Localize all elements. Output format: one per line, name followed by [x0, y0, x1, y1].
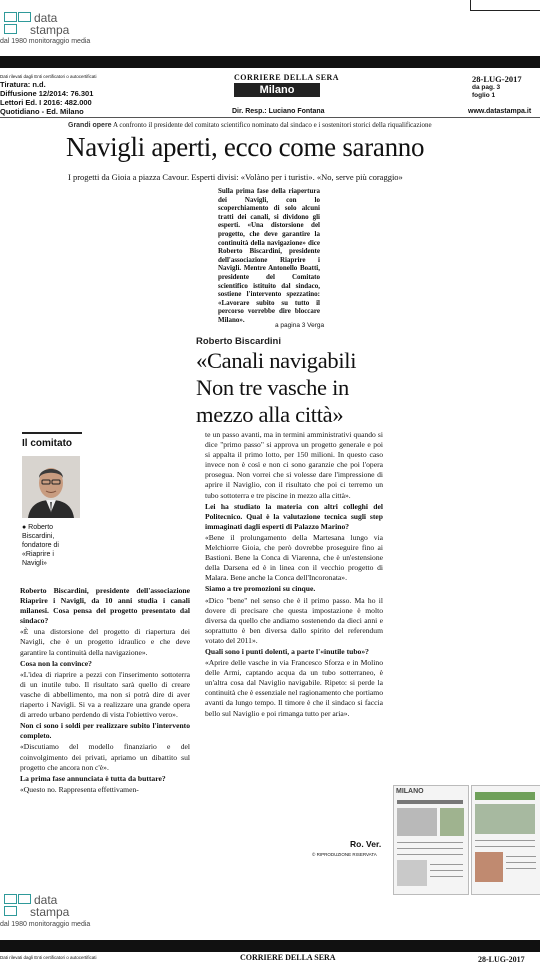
next-page-date: 28-LUG-2017	[478, 955, 525, 964]
director: Dir. Resp.: Luciano Fontana	[232, 108, 325, 115]
subhead: I progetti da Gioia a piazza Cavour. Esperti divisi: «Volàno per i turisti». «No, serve più coraggio»	[68, 172, 403, 182]
date-block	[472, 74, 540, 100]
logo-square-icon	[4, 24, 17, 34]
sidebar-top-rule	[22, 432, 82, 434]
lead-paragraph: Sulla prima fase della riapertura dei Navigli, con lo scoperchiamento di solo alcuni tratti dei canali, si dividono gli esperti. «Una distorsione del progetto, che deve garantire la continuità della navigazione» dice Roberto Biscardini, presidente dell'associazione Riaprire i Navigli. Mentre Antonello Boatti, presidente del Comitato scientifico istituito dal sindaco, sostiene l'intervento spezzatino: «Lavorare subito su tutto il percorso vorrebbe dire bloccare Milano».	[218, 187, 320, 324]
interview-column-1	[20, 586, 190, 848]
interview-column-2	[205, 430, 383, 838]
interview-question: Quali sono i punti dolenti, a parte l'«inutile tubo»?	[205, 646, 369, 656]
interview-question: La prima fase annunciata è tutta da buttare?	[20, 773, 166, 783]
logo-word-data: data	[34, 11, 58, 25]
kicker-label: Grandi opere	[68, 122, 112, 129]
sheet-ref: foglio 1	[472, 92, 496, 99]
interview-answer: «Aprire delle vasche in via Francesco Sforza e in Molino delle Armi, captando acqua da un tubo sotterraneo, è un'altra cosa dal Naviglio navigabile. Ripeto: si perde la continuità che è essenziale nel ragionamento che portiamo avanti da lungo tempo. Il timore è che il sindaco si faccia bello sul Naviglio e poi rimanga tutto per aria».	[205, 658, 383, 718]
photo-caption: ● Roberto Biscardini, fondatore di «Riaprire i Navigli»	[22, 524, 59, 567]
interview-question: Siamo a tre promozioni su cinque.	[205, 584, 316, 594]
interview-answer: «L'idea di riaprire a pezzi con l'inserimento sottoterra di un inutile tubo. Il risultato sarà quello di creare vasche di abbellimento, ma non si potrà dire di aver riaperto i Navigli. Si va a realizzare una grande opera di arredo urbano perdendo di vista l'obiettivo vero».	[20, 669, 190, 720]
diffusione: Diffusione 12/2014: 76.301	[0, 89, 94, 98]
quotidiano: Quotidiano - Ed. Milano	[0, 107, 84, 116]
lead-reference: a pagina 3 Verga	[275, 322, 325, 329]
thumbnail-label: MILANO	[396, 788, 424, 795]
page-thumbnail-1	[393, 785, 469, 895]
datastampa-logo-top	[0, 0, 110, 50]
kicker-text: A confronto il presidente del comitato scientifico nominato dal sindaco e i sostenitori storici della riqualificazione	[112, 121, 432, 129]
interview-answer: «Bene il prolungamento della Martesana lungo via Melchiorre Gioia, che però dovrebbe proseguire fino ai Bastioni. Bene la Conca di Viarenna, che è un'estensione della Darsena ed è in linea con il vecchio progetto di Malara. Bene anche la Conca dell'Incoronata».	[205, 532, 383, 583]
disclaimer: Dati rilevati dagli Enti certificatori o autocertificati	[0, 74, 97, 79]
edition-label: Milano	[234, 83, 320, 97]
interview-answer: «Dico "bene" nel senso che è il primo passo. Ma ho il dovere di precisare che questa impostazione è molto diversa da quello che andiamo sostenendo da dieci anni e soprattutto è ben diversa dallo spirito del referendum votato del 2011».	[205, 595, 383, 645]
logo-square-icon	[4, 906, 17, 916]
next-page-masthead: CORRIERE DELLA SERA	[240, 953, 336, 962]
portrait-photo	[22, 456, 80, 518]
interview-title: «Canali navigabili Non tre vasche in mezzo alla città»	[196, 348, 357, 427]
interview-question: Lei ha studiato la materia con altri colleghi del Politecnico. Qual è la valutazione tecnica sugli step immaginati dagli esperti di Palazzo Marino?	[205, 501, 383, 531]
interview-answer: te un passo avanti, ma in termini amministrativi quando si dice "primo passo" si approva un progetto generale e poi si appalta il primo lotto, per 150 milioni. In questo caso invece non è così e non ci sono garanzie che poi l'opera prosegua. Non vorrei che si volesse dare l'impressione di aprire il Naviglio, con il risultato che poi ci terremo un tubo sottoterra e tre piscine in mezzo alla città».	[205, 430, 383, 500]
kicker	[68, 121, 540, 130]
logo-square-icon	[18, 894, 31, 904]
datastampa-logo-bottom	[0, 888, 110, 938]
signature: Ro. Ver.	[350, 839, 382, 849]
masthead-title: CORRIERE DELLA SERA	[234, 73, 340, 82]
logo-tagline: dal 1980 monitoraggio media	[0, 38, 91, 45]
sidebar-heading: Il comitato	[22, 438, 73, 449]
separator-bar-top	[0, 56, 540, 68]
rights: © RIPRODUZIONE RISERVATA	[312, 852, 377, 857]
logo-tagline: dal 1980 monitoraggio media	[0, 921, 91, 928]
logo-square-icon	[4, 12, 17, 22]
logo-word-data: data	[34, 893, 58, 907]
interview-question: Non ci sono i soldi per realizzare subito l'intervento completo.	[20, 721, 190, 741]
headline: Navigli aperti, ecco come saranno	[66, 132, 425, 162]
separator-bar-bottom	[0, 940, 540, 952]
interview-answer: «Questo no. Rappresenta effettivamen-	[20, 784, 139, 794]
crop-frame	[470, 0, 540, 11]
portrait-illustration	[22, 456, 80, 518]
website: www.datastampa.it	[468, 108, 532, 115]
logo-square-icon	[18, 12, 31, 22]
interview-author: Roberto Biscardini	[196, 336, 281, 347]
page-ref: da pag. 3	[472, 84, 501, 91]
logo-word-stampa: stampa	[30, 905, 70, 919]
date: 28-LUG-2017	[472, 74, 522, 84]
logo-square-icon	[4, 894, 17, 904]
interview-question: Cosa non la convince?	[20, 658, 92, 668]
page-thumbnail-2	[471, 785, 540, 895]
interview-answer: «Discutiamo del modello finanziario e del coinvolgimento dei privati, apriamo un dibattito sul progetto che ancora non c'è».	[20, 742, 190, 772]
header-rule	[0, 117, 540, 118]
interview-question: Roberto Biscardini, presidente dell'associazione Riaprire i Navigli, da 10 anni studia i canali milanesi. Cosa pensa del progetto presentato dal sindaco?	[20, 586, 190, 626]
masthead	[234, 73, 340, 97]
lettori: Lettori Ed. I 2016: 482.000	[0, 98, 92, 107]
interview-answer: «È una distorsione del progetto di riapertura dei Navigli, che è un progetto idraulico e che deve garantire la continuità della navigazione».	[20, 627, 190, 657]
tiratura: Tiratura: n.d.	[0, 80, 46, 89]
logo-word-stampa: stampa	[30, 23, 70, 37]
next-page-disclaimer: Dati rilevati dagli Enti certificatori o autocertificati	[0, 955, 97, 960]
